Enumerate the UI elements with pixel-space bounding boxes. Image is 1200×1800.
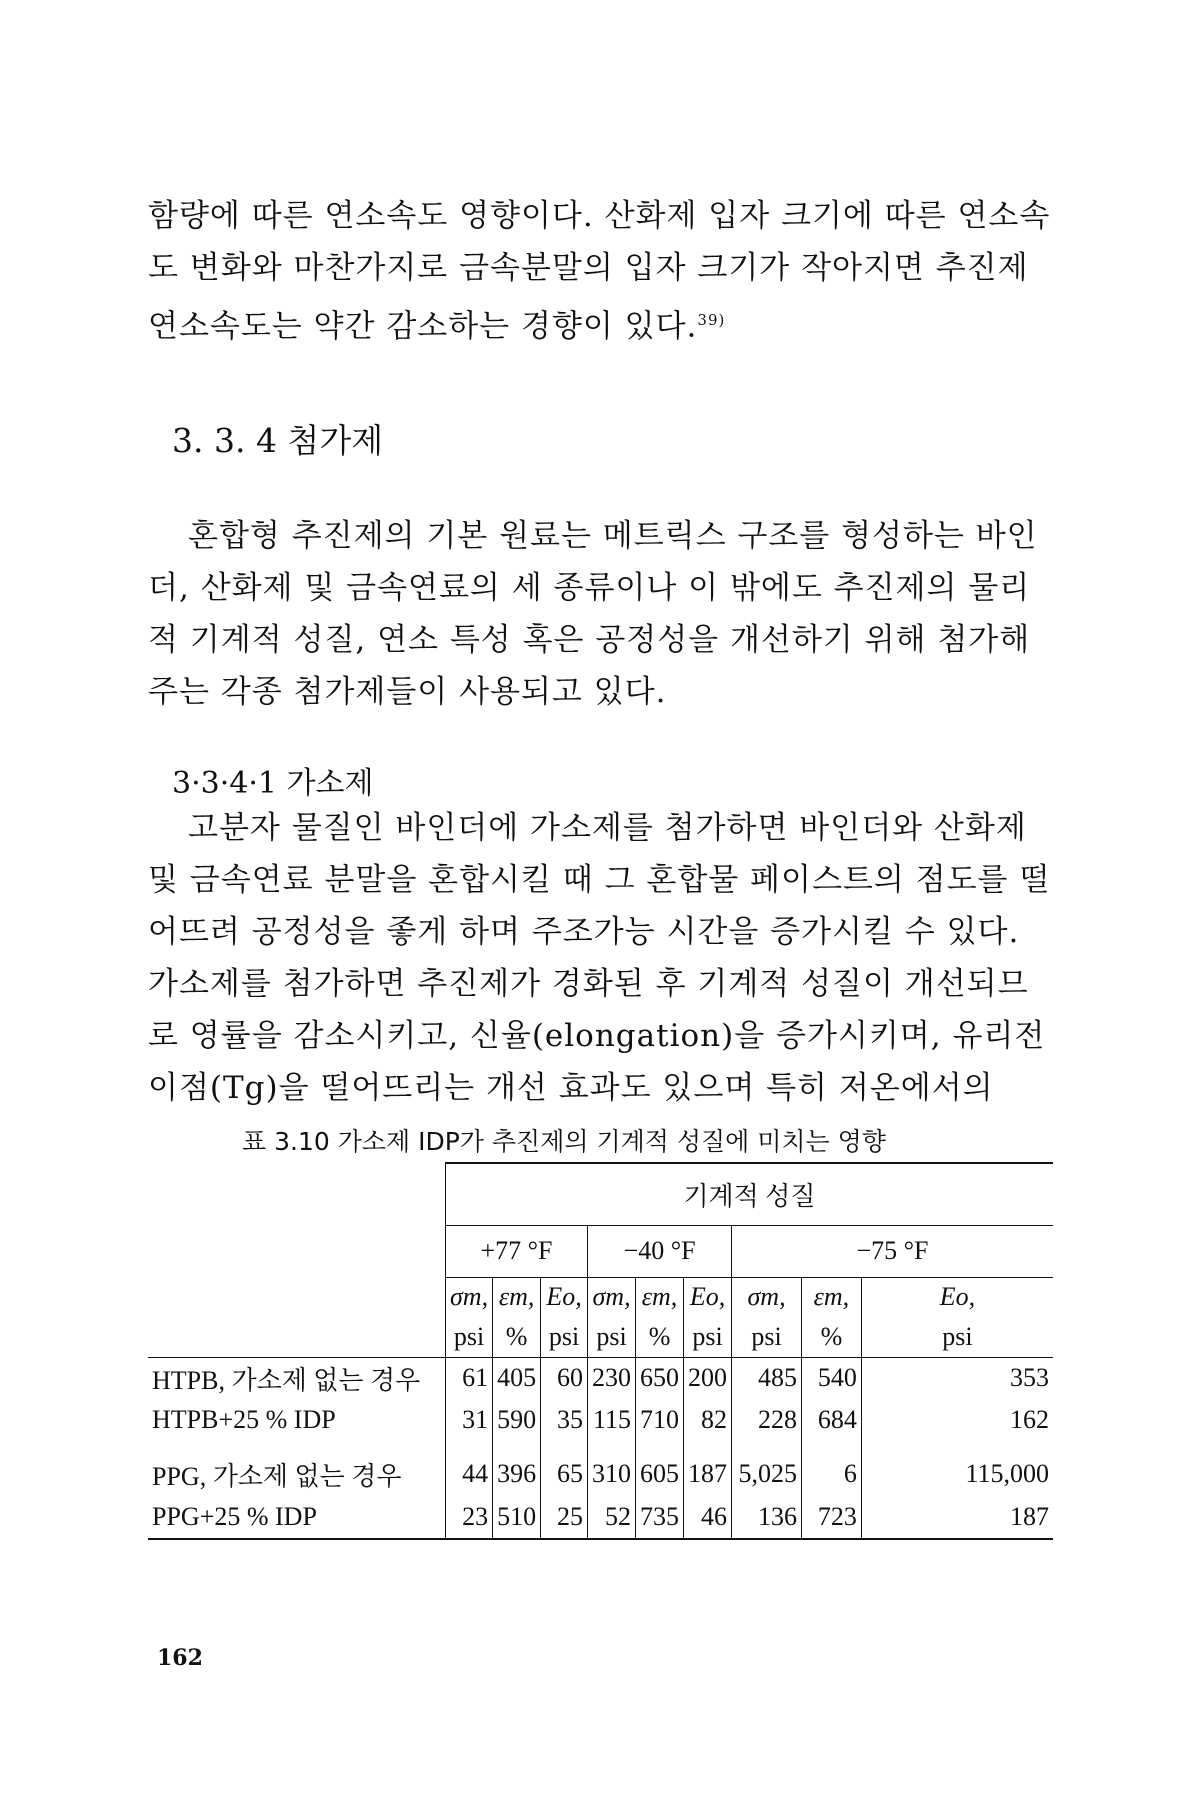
table-row [148,1357,1053,1399]
col-unit: % [802,1317,862,1357]
table-cell: 684 [802,1399,862,1441]
table-cell: 650 [636,1357,684,1399]
col-unit: psi [445,1317,492,1357]
temp-header: −75 °F [732,1225,1053,1277]
col-symbol: Eo, [861,1277,1053,1317]
col-unit: psi [861,1317,1053,1357]
mechanical-properties-table [148,1162,1053,1540]
table-cell: 162 [861,1399,1053,1441]
col-unit: psi [684,1317,732,1357]
table-cell: 60 [541,1357,588,1399]
table-row [148,1495,1053,1539]
col-unit: psi [541,1317,588,1357]
section-heading-additives: 3. 3. 4 첨가제 [172,421,384,460]
paragraph-plasticizer: 고분자 물질인 바인더에 가소제를 첨가하면 바인더와 산화제 및 금속연료 분말을 혼합시킬 때 그 혼합물 페이스트의 점도를 떨어뜨려 공정성을 좋게 하며 주조가능 시간을 증가시킬 수 있다. 가소제를 첨가하면 추진제가 경화된 후 기계적 성질이 개선되므로 영률을 감소시키고, 신율(elongation)을 증가시키며, 유리전이점(Tg)을 떨어뜨리는 개선 효과도 있으며 특히 저온에서의 [148,810,1051,1106]
paragraph-burn-rate: 함량에 따른 연소속도 영향이다. 산화제 입자 크기에 따른 연소속도 변화와 마찬가지로 금속분말의 입자 크기가 작아지면 추진제 연소속도는 약간 감소하는 경향이 있다.$^{39)}$ [148,198,1051,345]
table-cell: 52 [588,1495,636,1539]
col-symbol: σm, [732,1277,802,1317]
group-header: 기계적 성질 [445,1163,1053,1225]
col-unit: % [493,1317,541,1357]
table-cell: 6 [802,1453,862,1495]
col-symbol: Eo, [684,1277,732,1317]
table-cell: 115 [588,1399,636,1441]
table-cell: 310 [588,1453,636,1495]
paragraph-additives: 혼합형 추진제의 기본 원료는 메트릭스 구조를 형성하는 바인더, 산화제 및 금속연료의 세 종류이나 이 밖에도 추진제의 물리적 기계적 성질, 연소 특성 혹은 공정성을 개선하기 위해 첨가해주는 각종 첨가제들이 사용되고 있다. [148,518,1038,710]
table-row [148,1399,1053,1441]
table-cell: 353 [861,1357,1053,1399]
table-cell: 23 [445,1495,492,1539]
table-cell: 25 [541,1495,588,1539]
row-label: HTPB, 가소제 없는 경우 [152,1365,421,1395]
table-row [148,1453,1053,1495]
table-cell: 136 [732,1495,802,1539]
row-label: PPG+25 % IDP [148,1495,445,1539]
col-unit: psi [588,1317,636,1357]
table-cell: 230 [588,1357,636,1399]
table-cell: 605 [636,1453,684,1495]
temp-header: −40 °F [588,1225,732,1277]
col-symbol: σm, [588,1277,636,1317]
page-number: 162 [157,1645,203,1671]
table-cell: 510 [493,1495,541,1539]
col-symbol: Eo, [541,1277,588,1317]
col-unit: % [636,1317,684,1357]
table-cell: 61 [445,1357,492,1399]
table-cell: 396 [493,1453,541,1495]
row-label: PPG, 가소제 없는 경우 [152,1461,402,1491]
table-cell: 200 [684,1357,732,1399]
col-symbol: εm, [636,1277,684,1317]
table-cell: 710 [636,1399,684,1441]
col-symbol: εm, [802,1277,862,1317]
table-cell: 46 [684,1495,732,1539]
table-cell: 187 [684,1453,732,1495]
col-symbol: εm, [493,1277,541,1317]
row-label: HTPB+25 % IDP [152,1405,336,1434]
table-cell: 485 [732,1357,802,1399]
temp-header: +77 °F [445,1225,587,1277]
table-caption: 표 3.10 가소제 IDP가 추진제의 기계적 성질에 미치는 영향 [242,1127,886,1156]
table-cell: 35 [541,1399,588,1441]
table-cell: 540 [802,1357,862,1399]
table-cell: 82 [684,1399,732,1441]
table-cell: 44 [445,1453,492,1495]
table-cell: 115,000 [861,1453,1053,1495]
col-symbol: σm, [445,1277,492,1317]
table-cell: 5,025 [732,1453,802,1495]
table-cell: 735 [636,1495,684,1539]
table-cell: 228 [732,1399,802,1441]
subsection-heading-plasticizer: 3·3·4·1 가소제 [172,766,374,801]
table-cell: 590 [493,1399,541,1441]
reference-marker: 39) [697,311,726,329]
table-cell: 187 [861,1495,1053,1539]
table-cell: 723 [802,1495,862,1539]
table-cell: 65 [541,1453,588,1495]
table-cell: 405 [493,1357,541,1399]
col-unit: psi [732,1317,802,1357]
table-cell: 31 [445,1399,492,1441]
